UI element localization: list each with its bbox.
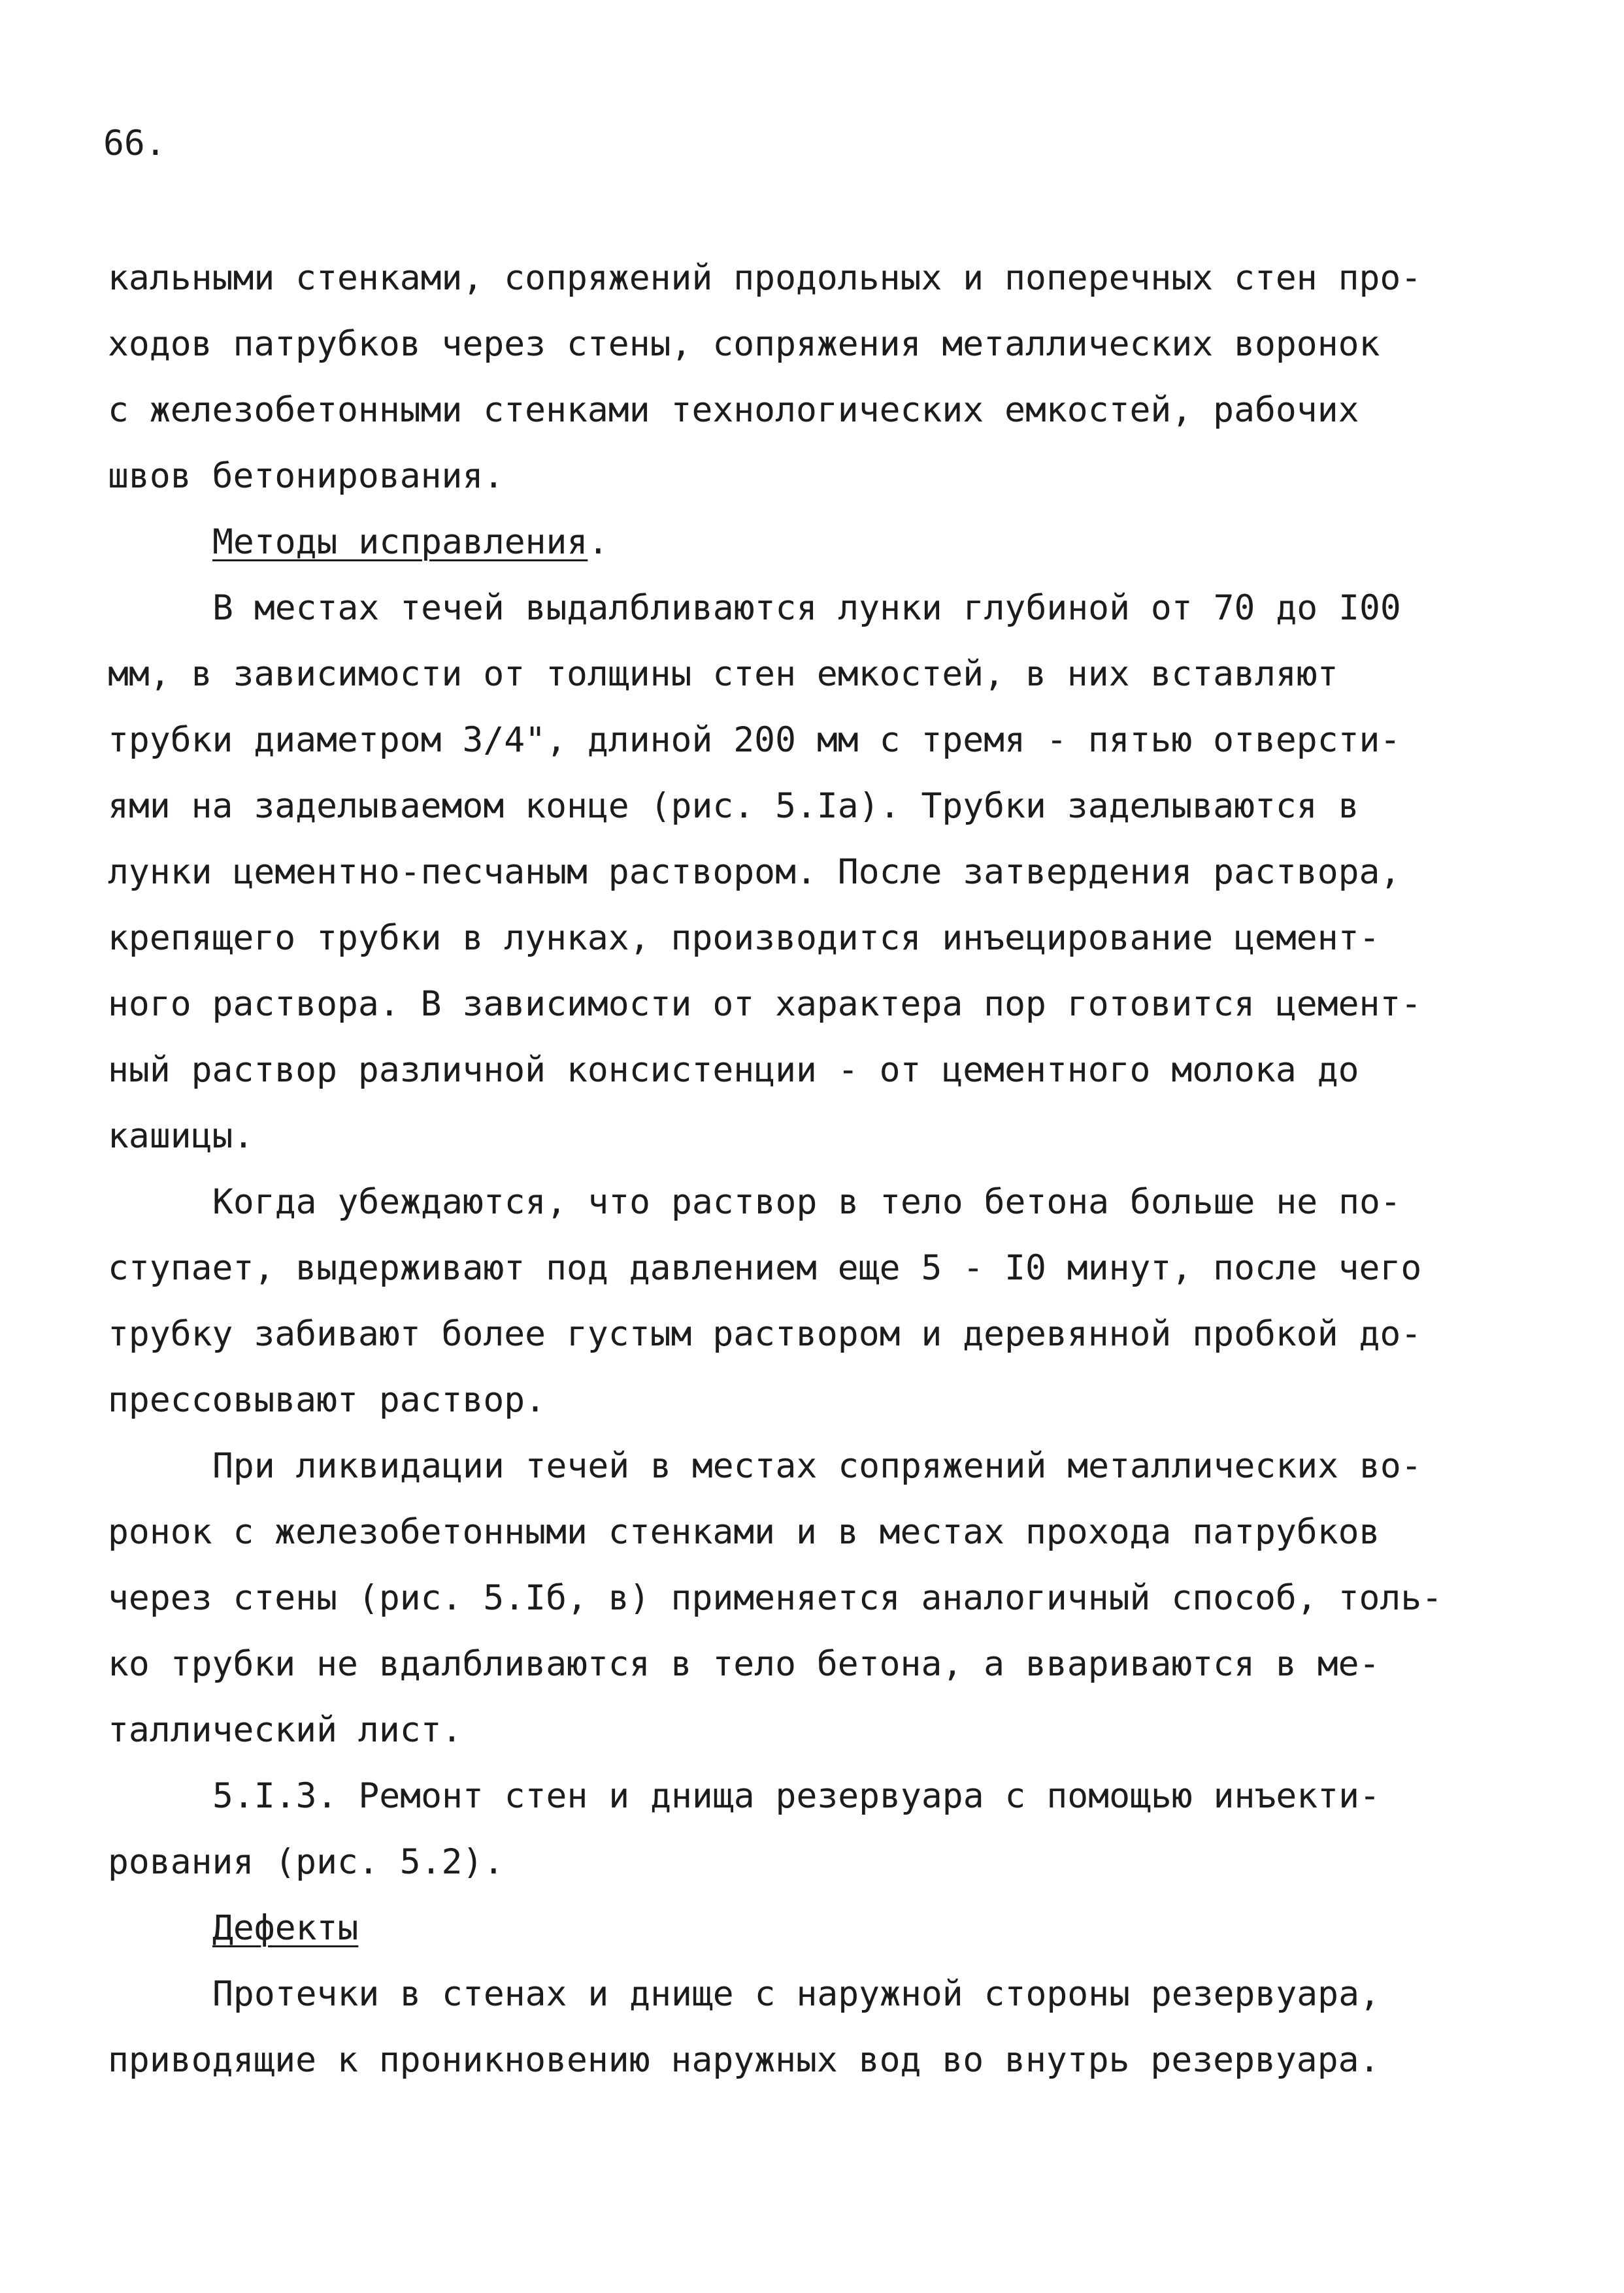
page-number: 66. [103,124,166,163]
text-line: прессовывают раствор. [108,1380,546,1420]
text-line: ями на заделываемом конце (рис. 5.Iа). Трубки заделываются в [108,786,1359,826]
text-line: кашицы. [108,1116,254,1156]
text-line: лунки цементно-песчаным раствором. После затвердения раствора, [108,852,1401,892]
text-line: с железобетонными стенками технологических емкостей, рабочих [108,390,1359,430]
text-line: через стены (рис. 5.Iб, в) применяется аналогичный способ, толь- [108,1578,1443,1618]
text-line: Когда убеждаются, что раствор в тело бетона больше не по- [212,1182,1401,1222]
section-heading-methods: Методы исправления [212,522,588,562]
body-text [108,245,1546,2093]
text-line: рования (рис. 5.2). [108,1842,505,1882]
text-line: швов бетонирования. [108,456,505,496]
text-line: таллический лист. [108,1710,463,1750]
text-line: ко трубки не вдалбливаются в тело бетона, а ввариваются в ме- [108,1644,1380,1684]
heading-period: . [588,522,609,562]
text-line: ступает, выдерживают под давлением еще 5 - I0 минут, после чего [108,1248,1422,1288]
section-heading-line [108,509,1546,575]
text-line: ный раствор различной консистенции - от цементного молока до [108,1050,1359,1090]
text-line: ронок с железобетонными стенками и в местах прохода патрубков [108,1512,1380,1552]
section-heading-line [108,1895,1546,1961]
text-line: приводящие к проникновению наружных вод во внутрь резервуара. [108,2040,1380,2080]
text-line: мм, в зависимости от толщины стен емкостей, в них вставляют [108,654,1338,694]
section-number-line: 5.I.3. Ремонт стен и днища резервуара с помощью инъекти- [212,1776,1380,1816]
text-line: крепящего трубки в лунках, производится инъецирование цемент- [108,918,1380,958]
text-line: При ликвидации течей в местах сопряжений металлических во- [212,1446,1422,1486]
text-line: кальными стенками, сопряжений продольных и поперечных стен про- [108,258,1422,298]
text-line: ного раствора. В зависимости от характера пор готовится цемент- [108,984,1422,1024]
text-line: Протечки в стенах и днище с наружной стороны резервуара, [212,1974,1380,2014]
text-line: трубку забивают более густым раствором и деревянной пробкой до- [108,1314,1422,1354]
text-line: трубки диаметром 3/4", длиной 200 мм с тремя - пятью отверсти- [108,720,1401,760]
section-heading-defects: Дефекты [212,1908,359,1948]
text-line: ходов патрубков через стены, сопряжения металлических воронок [108,324,1380,364]
text-line: В местах течей выдалбливаются лунки глубиной от 70 до I00 [212,588,1401,628]
